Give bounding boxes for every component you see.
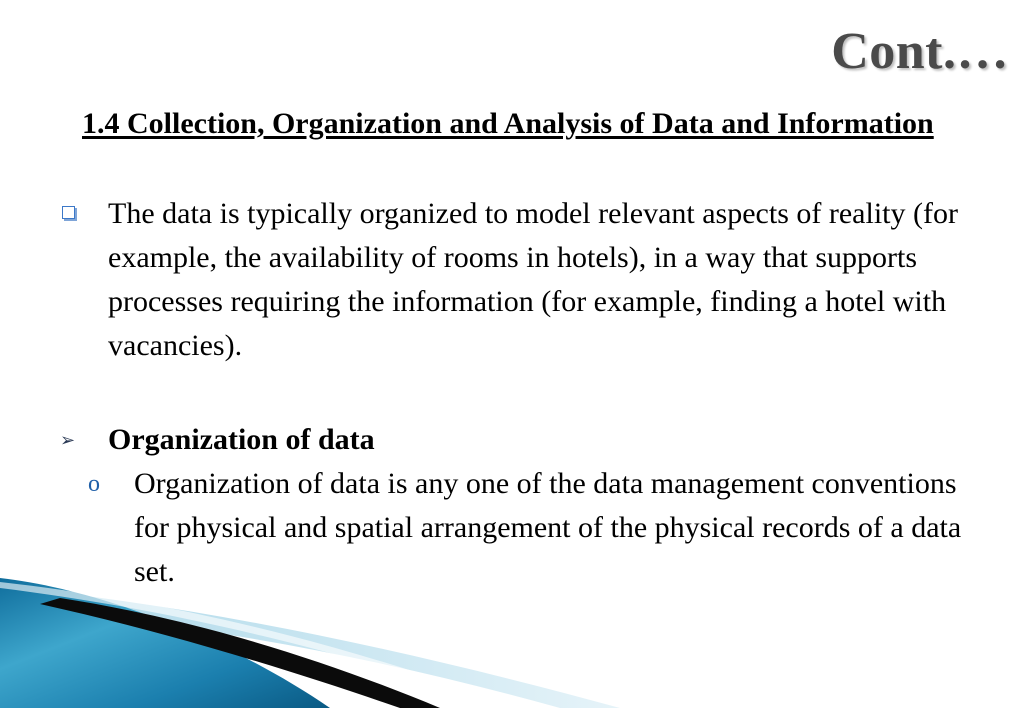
circle-bullet-icon: o (88, 471, 100, 497)
bullet-text: The data is typically organized to model relevant aspects of reality (for example, the availability of rooms in hotels), in a way that supports processes requiring the information (for example, finding a hotel with vacancies). (108, 197, 958, 362)
section-heading: 1.4 Collection, Organization and Analysis of Data and Information (82, 107, 934, 140)
sub-bullet-item-definition (88, 462, 994, 594)
square-bullet-icon (62, 206, 75, 219)
bullet-item-data-organization (108, 192, 968, 368)
bullet-item-organization-of-data (60, 418, 968, 462)
bullet-text: Organization of data (108, 423, 375, 456)
decorative-footer-swoosh (0, 578, 1023, 708)
bullet-text: Organization of data is any one of the data management conventions for physical and spatial arrangement of the physical records of a data set. (134, 467, 962, 588)
arrow-bullet-icon: ➢ (60, 430, 76, 450)
slide-title: Cont.… (831, 23, 1009, 80)
